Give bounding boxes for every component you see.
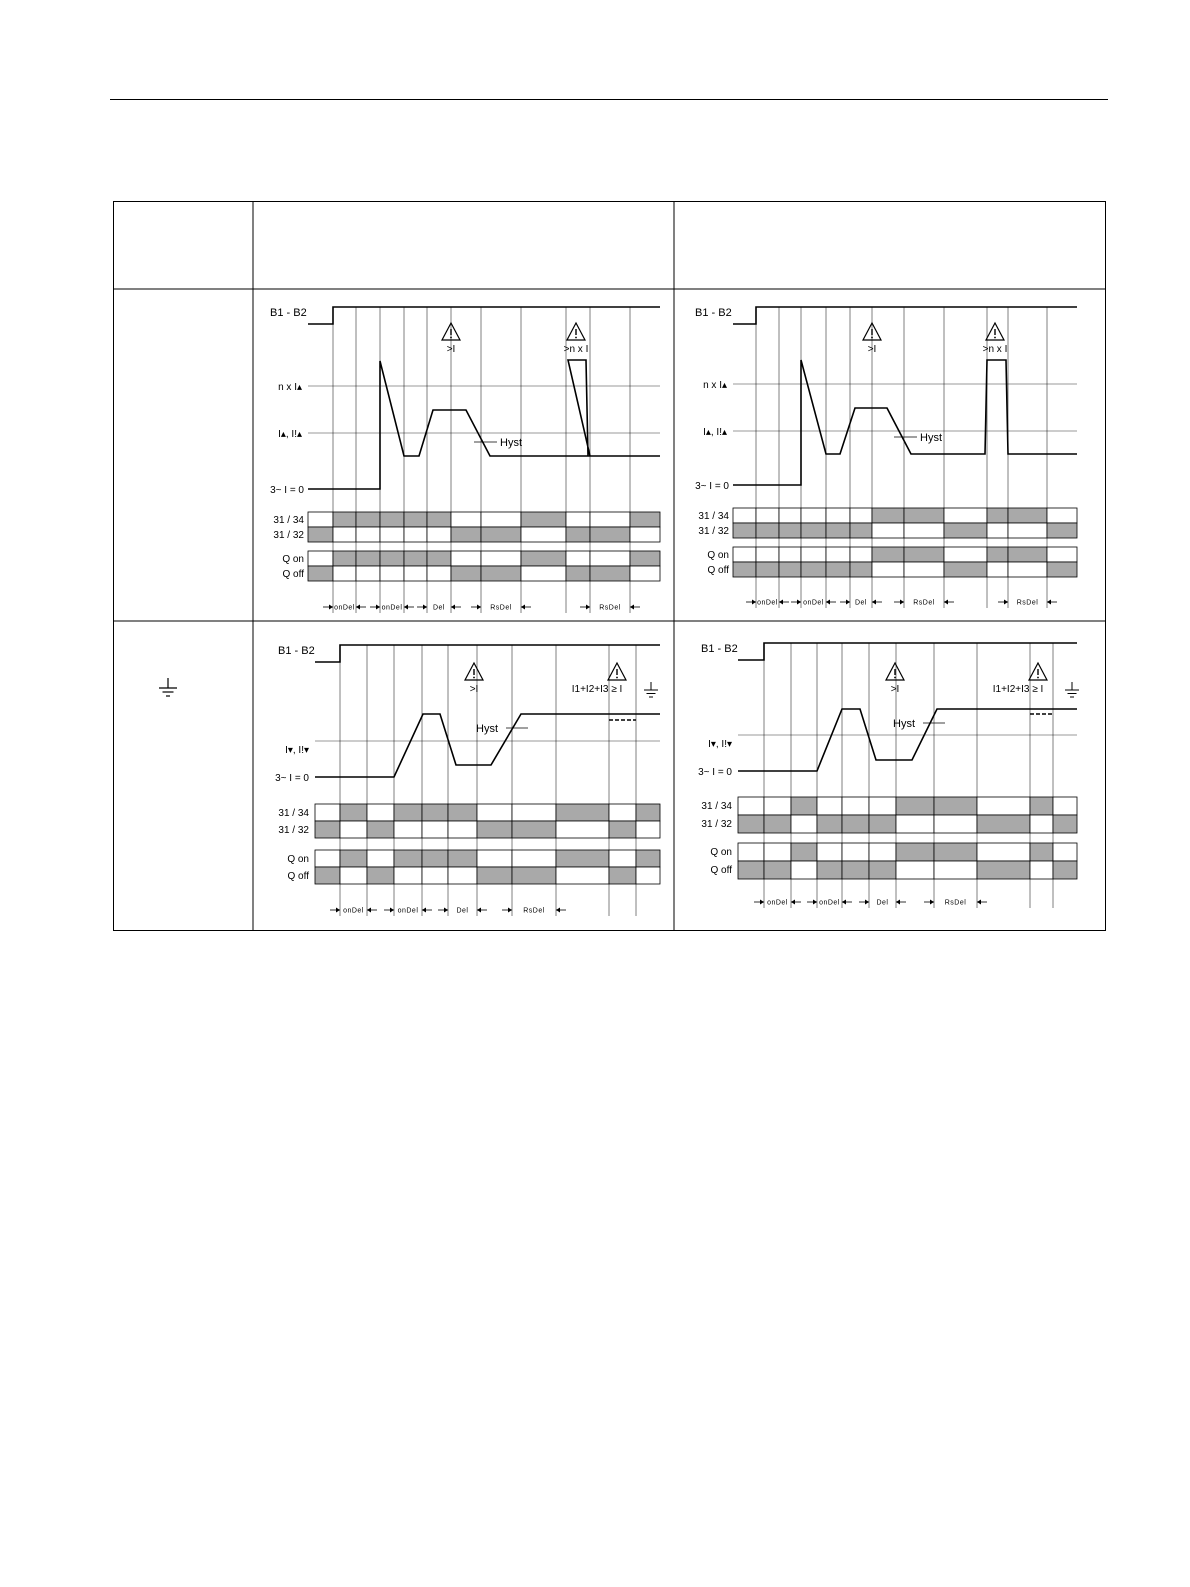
row-31-34-seg [904, 508, 944, 523]
row-label-q-on: Q on [707, 550, 729, 561]
row-q-off-seg [791, 861, 817, 879]
level-mid-label: I▾, I!▾ [708, 739, 732, 750]
row-q-off-seg [934, 861, 977, 879]
row-q-on-seg [1030, 843, 1053, 861]
row-31-32-seg [512, 821, 556, 838]
hyst-label: Hyst [893, 718, 915, 730]
row-label-31-34: 31 / 34 [278, 808, 309, 819]
row-31-34-seg [394, 804, 422, 821]
b1b2-label: B1 - B2 [695, 307, 732, 319]
level-high-label: n x I▴ [278, 382, 302, 393]
row-31-32-seg [869, 815, 896, 833]
row-q-on-seg [977, 843, 1030, 861]
row-q-on-seg [1047, 547, 1077, 562]
level-zero-label: 3~ I = 0 [698, 767, 732, 778]
hyst-label: Hyst [500, 437, 522, 449]
hyst-label: Hyst [476, 723, 498, 735]
row-31-34-seg [451, 512, 481, 527]
row-q-off-seg [850, 562, 872, 577]
row-q-on-seg [1053, 843, 1077, 861]
timing-interval [791, 600, 836, 607]
row-31-32-seg [566, 527, 590, 542]
row-31-34-seg [380, 512, 404, 527]
row-31-32-seg [367, 821, 394, 838]
row-31-32-seg [556, 821, 609, 838]
row-q-on-seg [512, 850, 556, 867]
row-label-31-34: 31 / 34 [273, 515, 304, 526]
timing-interval [384, 908, 432, 915]
row-q-off-seg [394, 867, 422, 884]
row-31-34-seg [427, 512, 451, 527]
b1b2-signal [308, 307, 660, 324]
row-q-off-seg [315, 867, 340, 884]
current-curve [308, 360, 660, 489]
row-q-off-seg [451, 566, 481, 581]
row-31-32-seg [944, 523, 987, 538]
warning-icon [465, 663, 483, 680]
row-q-on-seg [609, 850, 636, 867]
row-q-off-seg [367, 867, 394, 884]
row-q-on-seg [842, 843, 869, 861]
row-31-34-seg [896, 797, 934, 815]
row-31-34-seg [521, 512, 566, 527]
row-31-34-seg [817, 797, 842, 815]
row-31-34-seg [764, 797, 791, 815]
row-31-32-seg [636, 821, 660, 838]
row-q-off-seg [826, 562, 850, 577]
row-q-off-seg [566, 566, 590, 581]
row-q-on-seg [896, 843, 934, 861]
warning-icon [1029, 663, 1047, 680]
row-q-off-seg [1053, 861, 1077, 879]
warning-icon [567, 323, 585, 340]
warning-label-1: >I [446, 344, 456, 355]
row-q-on-seg [987, 547, 1008, 562]
row-q-off-seg [630, 566, 660, 581]
row-q-on-seg [404, 551, 427, 566]
timing-interval-label: onDel [767, 899, 788, 907]
row-q-on-seg [356, 551, 380, 566]
row-q-off-seg [872, 562, 904, 577]
row-31-34-seg [944, 508, 987, 523]
row-31-34-seg [826, 508, 850, 523]
row-31-32-seg [826, 523, 850, 538]
row-31-34-seg [448, 804, 477, 821]
timing-interval [894, 600, 954, 607]
timing-interval-label: onDel [381, 604, 403, 612]
hyst-label: Hyst [920, 432, 942, 444]
row-31-32-seg [630, 527, 660, 542]
row-31-32-seg [872, 523, 904, 538]
row-q-off-seg [556, 867, 609, 884]
row-31-32-seg [977, 815, 1030, 833]
row-31-32-seg [427, 527, 451, 542]
row-q-on-seg [451, 551, 481, 566]
row-31-32-seg [1047, 523, 1077, 538]
level-mid-label: I▴, I!▴ [703, 427, 727, 438]
row-q-on-seg [422, 850, 448, 867]
timing-interval-label: RsDel [1016, 599, 1039, 607]
row-q-on-seg [590, 551, 630, 566]
row-q-on-seg [738, 843, 764, 861]
timing-interval [998, 600, 1057, 607]
row-label-31-32: 31 / 32 [698, 526, 729, 537]
row-31-34-seg [987, 508, 1008, 523]
timing-interval-label: Del [456, 907, 469, 915]
row-q-off-seg [340, 867, 367, 884]
row-label-q-off: Q off [282, 569, 304, 580]
timing-interval-label: RsDel [599, 604, 621, 612]
row-31-34-seg [481, 512, 521, 527]
level-mid-label: I▾, I!▾ [285, 745, 309, 756]
row-q-on-seg [764, 843, 791, 861]
row-31-32-seg [791, 815, 817, 833]
row-31-34-seg [340, 804, 367, 821]
row-31-32-seg [521, 527, 566, 542]
b1b2-label: B1 - B2 [270, 307, 307, 319]
row-31-32-seg [850, 523, 872, 538]
row-31-32-seg [481, 527, 521, 542]
row-label-31-34: 31 / 34 [701, 801, 732, 812]
warning-label-2: I1+I2+I3 ≥ I [571, 684, 623, 695]
level-mid-label: I▴, I!▴ [278, 429, 302, 440]
row-31-32-seg [738, 815, 764, 833]
b1b2-label: B1 - B2 [701, 643, 738, 655]
row-q-off-seg [308, 566, 333, 581]
row-q-off-seg [764, 861, 791, 879]
row-31-32-seg [380, 527, 404, 542]
row-q-on-seg [448, 850, 477, 867]
row-q-on-seg [826, 547, 850, 562]
b1b2-label: B1 - B2 [278, 645, 315, 657]
current-curve [733, 360, 1077, 485]
timing-interval-label: Del [432, 604, 446, 612]
row-31-34-seg [609, 804, 636, 821]
row-31-32-seg [477, 821, 512, 838]
row-31-32-seg [756, 523, 779, 538]
row-q-on-seg [733, 547, 756, 562]
row-31-34-seg [477, 804, 512, 821]
row-31-34-seg [422, 804, 448, 821]
row-31-32-seg [904, 523, 944, 538]
row-q-on-seg [521, 551, 566, 566]
row-31-34-seg [869, 797, 896, 815]
row-q-on-seg [477, 850, 512, 867]
level-zero-label: 3~ I = 0 [270, 485, 304, 496]
row-31-34-seg [356, 512, 380, 527]
row-q-on-seg [333, 551, 356, 566]
row-q-off-seg [733, 562, 756, 577]
timing-interval [502, 908, 566, 915]
row-q-on-seg [481, 551, 521, 566]
row-q-on-seg [394, 850, 422, 867]
row-q-off-seg [404, 566, 427, 581]
row-q-on-seg [315, 850, 340, 867]
row-31-32-seg [333, 527, 356, 542]
timing-interval-label: RsDel [490, 604, 512, 612]
row-31-34-seg [850, 508, 872, 523]
timing-interval-label: onDel [757, 599, 778, 607]
row-31-34-seg [779, 508, 801, 523]
row-label-q-off: Q off [287, 871, 309, 882]
row-31-34-seg [756, 508, 779, 523]
timing-interval [746, 600, 789, 607]
warning-icon [986, 323, 1004, 340]
timing-interval-label: RsDel [913, 599, 935, 607]
row-31-34-seg [1030, 797, 1053, 815]
row-q-on-seg [367, 850, 394, 867]
row-label-q-off: Q off [707, 565, 729, 576]
row-31-34-seg [308, 512, 333, 527]
row-31-32-seg [404, 527, 427, 542]
row-label-q-on: Q on [710, 847, 732, 858]
row-q-off-seg [477, 867, 512, 884]
row-q-off-seg [427, 566, 451, 581]
row-31-34-seg [872, 508, 904, 523]
row-31-32-seg [987, 523, 1008, 538]
row-31-32-seg [590, 527, 630, 542]
row-q-off-seg [987, 562, 1008, 577]
row-31-32-seg [394, 821, 422, 838]
timing-interval [438, 908, 487, 915]
warning-label-1: >I [890, 684, 900, 695]
row-31-32-seg [934, 815, 977, 833]
row-31-34-seg [1053, 797, 1077, 815]
row-31-34-seg [630, 512, 660, 527]
row-31-34-seg [566, 512, 590, 527]
timing-interval-label: RsDel [944, 899, 967, 907]
panel-overcurrent-left [270, 307, 660, 613]
timing-interval [859, 900, 906, 907]
row-31-32-seg [801, 523, 826, 538]
row-label-q-off: Q off [710, 865, 732, 876]
row-31-32-seg [609, 821, 636, 838]
timing-interval [754, 900, 801, 907]
row-q-on-seg [566, 551, 590, 566]
row-31-34-seg [977, 797, 1030, 815]
row-q-off-seg [801, 562, 826, 577]
ground-icon [1065, 682, 1079, 697]
row-q-off-seg [1008, 562, 1047, 577]
row-q-off-seg [333, 566, 356, 581]
row-q-off-seg [422, 867, 448, 884]
row-label-q-on: Q on [282, 554, 304, 565]
row-31-32-seg [733, 523, 756, 538]
timing-interval [580, 605, 640, 612]
row-31-34-seg [333, 512, 356, 527]
row-31-34-seg [934, 797, 977, 815]
row-31-34-seg [842, 797, 869, 815]
row-q-off-seg [512, 867, 556, 884]
b1b2-signal [738, 643, 1077, 660]
timing-interval-label: onDel [397, 907, 419, 915]
row-31-32-seg [779, 523, 801, 538]
timing-interval [417, 605, 461, 612]
warning-label-1: >I [867, 344, 877, 355]
row-q-off-seg [738, 861, 764, 879]
level-zero-label: 3~ I = 0 [275, 773, 309, 784]
warning-icon [886, 663, 904, 680]
row-q-off-seg [481, 566, 521, 581]
row-31-34-seg [733, 508, 756, 523]
row-q-off-seg [904, 562, 944, 577]
panel-overcurrent-right [695, 307, 1077, 608]
row-label-31-34: 31 / 34 [698, 511, 729, 522]
row-q-on-seg [630, 551, 660, 566]
row-q-off-seg [869, 861, 896, 879]
row-31-32-seg [308, 527, 333, 542]
row-q-off-seg [448, 867, 477, 884]
row-q-on-seg [869, 843, 896, 861]
row-31-32-seg [356, 527, 380, 542]
row-q-off-seg [944, 562, 987, 577]
row-q-on-seg [817, 843, 842, 861]
timing-interval-label: onDel [803, 599, 824, 607]
warning-label-2: >n x I [563, 344, 589, 355]
row-31-34-seg [1008, 508, 1047, 523]
row-31-32-seg [1030, 815, 1053, 833]
row-31-32-seg [1053, 815, 1077, 833]
row-31-32-seg [422, 821, 448, 838]
row-label-31-32: 31 / 32 [701, 819, 732, 830]
timing-interval [840, 600, 882, 607]
row-31-32-seg [340, 821, 367, 838]
timing-interval-label: onDel [819, 899, 840, 907]
row-31-32-seg [764, 815, 791, 833]
timing-interval-label: Del [876, 899, 889, 907]
row-31-34-seg [556, 804, 609, 821]
row-31-34-seg [636, 804, 660, 821]
row-31-32-seg [842, 815, 869, 833]
row-31-32-seg [1008, 523, 1047, 538]
timing-interval-label: onDel [343, 907, 364, 915]
level-high-label: n x I▴ [703, 380, 727, 391]
row-31-32-seg [451, 527, 481, 542]
ground-icon [644, 682, 658, 697]
timing-interval [323, 605, 366, 612]
row-31-34-seg [1047, 508, 1077, 523]
row-q-on-seg [1008, 547, 1047, 562]
row-q-off-seg [636, 867, 660, 884]
row-31-34-seg [801, 508, 826, 523]
row-q-off-seg [896, 861, 934, 879]
row-31-34-seg [367, 804, 394, 821]
row-q-on-seg [904, 547, 944, 562]
warning-icon [608, 663, 626, 680]
row-q-off-seg [842, 861, 869, 879]
timing-interval [807, 900, 852, 907]
row-q-on-seg [801, 547, 826, 562]
row-q-off-seg [1047, 562, 1077, 577]
b1b2-signal [733, 307, 1077, 324]
timing-interval-label: Del [854, 599, 868, 607]
row-q-on-seg [380, 551, 404, 566]
timing-interval [924, 900, 987, 907]
row-q-off-seg [380, 566, 404, 581]
row-q-on-seg [934, 843, 977, 861]
row-label-31-32: 31 / 32 [273, 530, 304, 541]
row-31-34-seg [315, 804, 340, 821]
panel-earth-left [275, 645, 660, 916]
row-31-34-seg [738, 797, 764, 815]
row-q-on-seg [791, 843, 817, 861]
row-31-32-seg [817, 815, 842, 833]
row-label-31-32: 31 / 32 [278, 825, 309, 836]
row-31-32-seg [896, 815, 934, 833]
row-q-off-seg [521, 566, 566, 581]
row-31-34-seg [590, 512, 630, 527]
row-q-off-seg [356, 566, 380, 581]
row-31-32-seg [315, 821, 340, 838]
row-q-off-seg [977, 861, 1030, 879]
row-q-on-seg [756, 547, 779, 562]
row-q-on-seg [308, 551, 333, 566]
row-q-on-seg [427, 551, 451, 566]
row-q-off-seg [756, 562, 779, 577]
row-q-on-seg [779, 547, 801, 562]
row-q-on-seg [636, 850, 660, 867]
warning-label-2: >n x I [982, 344, 1008, 355]
row-q-on-seg [556, 850, 609, 867]
row-q-on-seg [872, 547, 904, 562]
row-q-on-seg [850, 547, 872, 562]
row-q-off-seg [779, 562, 801, 577]
level-zero-label: 3~ I = 0 [695, 481, 729, 492]
row-label-q-on: Q on [287, 854, 309, 865]
timing-interval [330, 908, 377, 915]
row-q-off-seg [817, 861, 842, 879]
row-q-off-seg [609, 867, 636, 884]
row-q-off-seg [590, 566, 630, 581]
row-q-on-seg [944, 547, 987, 562]
row-31-32-seg [448, 821, 477, 838]
warning-label-1: >I [469, 684, 479, 695]
timing-interval-label: onDel [334, 604, 355, 612]
row-q-on-seg [340, 850, 367, 867]
warning-label-2: I1+I2+I3 ≥ I [992, 684, 1044, 695]
timing-interval [471, 605, 531, 612]
row-31-34-seg [404, 512, 427, 527]
row-31-34-seg [791, 797, 817, 815]
panel-earth-right [698, 643, 1079, 908]
timing-interval [370, 605, 414, 612]
timing-interval-label: RsDel [523, 907, 545, 915]
row-q-off-seg [1030, 861, 1053, 879]
row-31-34-seg [512, 804, 556, 821]
